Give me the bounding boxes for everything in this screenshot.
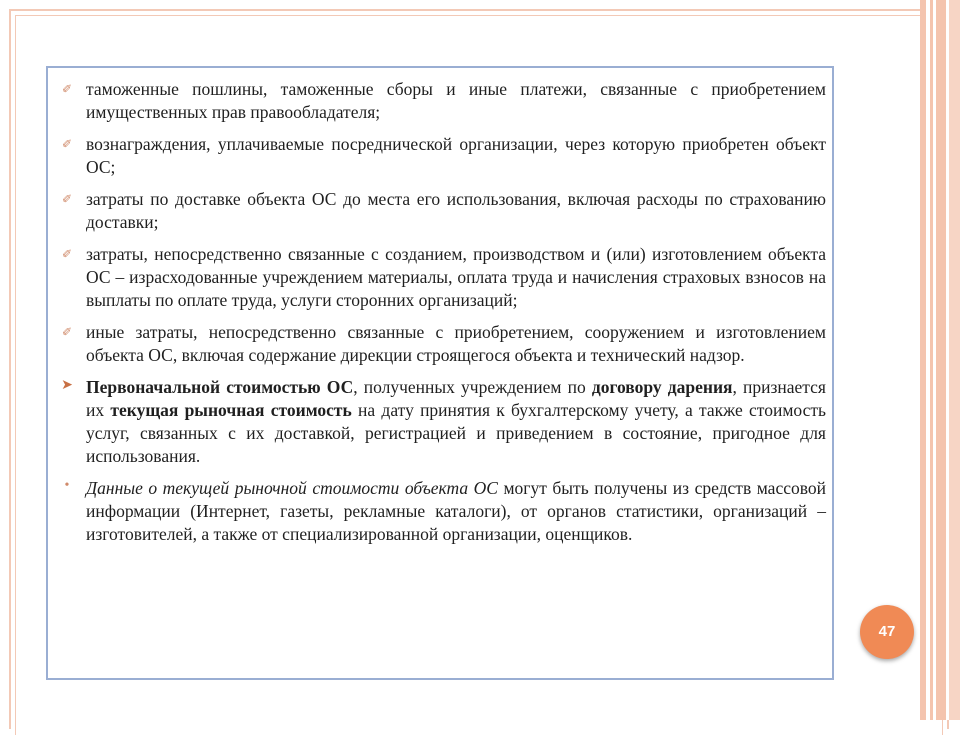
list-item-text: иные затраты, непосредственно связанные с приобретением, сооружением и изготовлением объекта ОС, включая содержание дирекции строящегося объекта и технический надзор. [86, 322, 826, 365]
gift-text-part: на дату принятия к бухгалтерскому учету, а также стоимость услуг, связанных с их доставкой, регистрацией и приведением в состояние, пригодное для использования. [86, 400, 826, 466]
market-italic-text: Данные о текущей рыночной стоимости объекта ОС [86, 478, 498, 498]
gift-text-part: , полученных учреждением по [353, 377, 592, 397]
list-item [58, 243, 826, 312]
gift-text-part: , признается их [86, 377, 826, 420]
scroll-bullet-icon: ✐ [61, 325, 73, 339]
market-paragraph [58, 477, 826, 546]
bullet-list [58, 78, 826, 555]
stripe [930, 0, 933, 720]
stripe [920, 0, 926, 720]
gift-term-initial-cost: Первоначальной стоимостью ОС [86, 377, 354, 397]
arrow-bullet-icon: ➤ [61, 378, 73, 393]
list-item [58, 78, 826, 124]
list-item [58, 321, 826, 367]
decorative-stripes [920, 0, 960, 720]
stripe [949, 0, 960, 720]
list-item [58, 188, 826, 234]
list-item-text: таможенные пошлины, таможенные сборы и иные платежи, связанные с приобретением имущественных прав правообладателя; [86, 79, 826, 122]
gift-paragraph [58, 376, 826, 468]
scroll-bullet-icon: ✐ [61, 192, 73, 206]
gift-term-market-value: текущая рыночная стоимость [110, 400, 352, 420]
scroll-bullet-icon: ✐ [61, 137, 73, 151]
list-item-text: вознаграждения, уплачиваемые посреднической организации, через которую приобретен объект ОС; [86, 134, 826, 177]
market-paragraph-text [86, 477, 826, 546]
list-item-text: затраты, непосредственно связанные с созданием, производством и (или) изготовлением объекта ОС – израсходованные учреждением материалы, оплата труда и начисления страховых взносов на выплаты по оплате труда, услуги сторонних организаций; [86, 244, 826, 310]
scroll-bullet-icon: ✐ [61, 82, 73, 96]
gift-paragraph-text [86, 376, 826, 468]
dot-bullet-icon: • [64, 478, 70, 493]
list-item-text: затраты по доставке объекта ОС до места его использования, включая расходы по страхованию доставки; [86, 189, 826, 232]
stripe [936, 0, 946, 720]
content-box [46, 66, 834, 680]
page-number-badge: 47 [860, 605, 914, 659]
market-text-part: могут быть получены из средств массовой информации (Интернет, газеты, рекламные каталоги), от органов статистики, организаций – изготовителей, а также от специализированной организации, оценщиков. [86, 478, 826, 544]
scroll-bullet-icon: ✐ [61, 247, 73, 261]
list-item [58, 133, 826, 179]
gift-term-contract: договору дарения [591, 377, 733, 397]
